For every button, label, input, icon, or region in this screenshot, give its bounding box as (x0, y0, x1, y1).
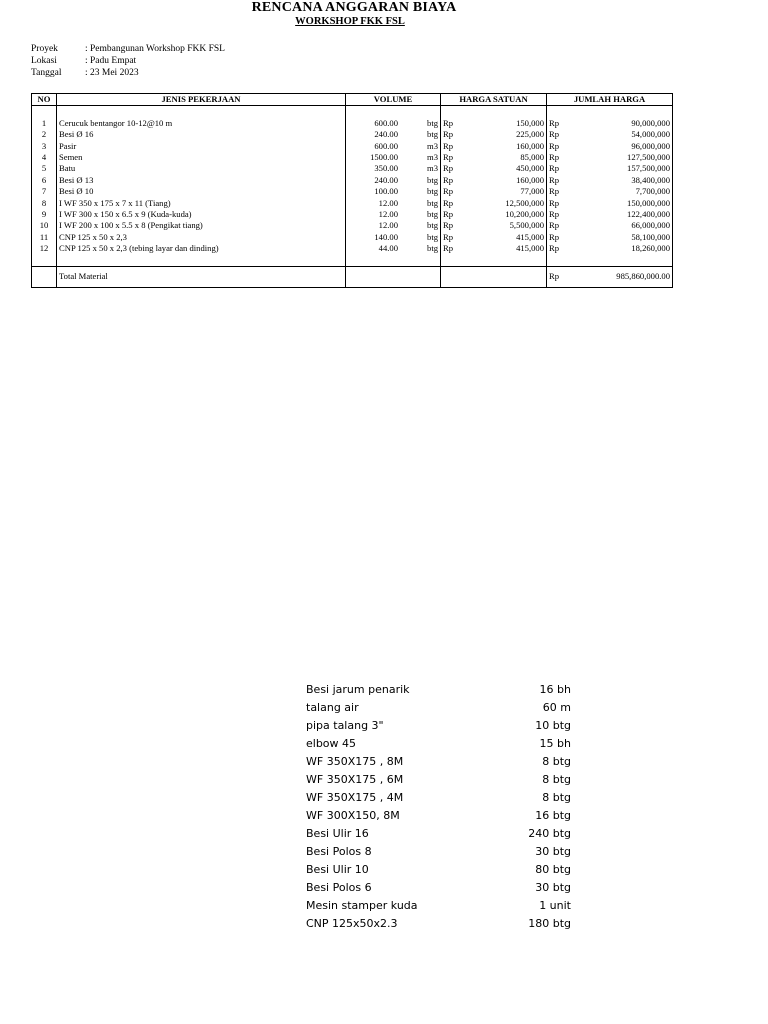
price-value: 225,000 (516, 129, 544, 140)
material-name: Besi jarum penarik (306, 683, 410, 696)
total-price-value: 150,000,000 (627, 197, 670, 208)
row-no: 10 (32, 220, 57, 231)
total-price-value: 54,000,000 (631, 129, 670, 140)
row-no: 11 (32, 232, 57, 243)
table-row (32, 209, 673, 220)
price-currency: Rp (443, 174, 454, 185)
material-name: WF 350X175 , 8M (306, 755, 404, 768)
material-name: talang air (306, 701, 359, 714)
material-name: Besi Ulir 16 (306, 827, 369, 840)
total-currency: Rp (549, 231, 560, 242)
meta-value: : Padu Empat (85, 56, 137, 66)
document-subtitle: WORKSHOP FKK FSL (295, 16, 405, 27)
total-currency: Rp (549, 174, 560, 185)
row-no: 2 (32, 129, 57, 140)
list-item (306, 789, 571, 807)
header-jumlah-harga: JUMLAH HARGA (547, 94, 673, 106)
row-total-price (547, 220, 673, 231)
row-no: 3 (32, 141, 57, 152)
material-name: elbow 45 (306, 737, 357, 750)
total-currency: Rp (549, 209, 560, 220)
total-price-value: 122,400,000 (627, 209, 670, 220)
row-unit-price (441, 232, 547, 243)
volume-value: 12.00 (378, 197, 398, 208)
total-price-value: 96,000,000 (631, 140, 670, 151)
row-unit-price (441, 152, 547, 163)
spacer-row (32, 255, 673, 267)
total-currency: Rp (549, 271, 560, 282)
materials-list (306, 681, 571, 933)
price-value: 415,000 (516, 243, 544, 254)
total-price-value: 127,500,000 (627, 152, 670, 163)
table-row (32, 232, 673, 243)
material-name: WF 300X150, 8M (306, 809, 400, 822)
total-currency: Rp (549, 197, 560, 208)
row-total-price (547, 209, 673, 220)
volume-unit: btg (427, 174, 438, 185)
volume-unit: btg (427, 220, 438, 231)
total-price-value: 38,400,000 (631, 174, 670, 185)
table-row (32, 152, 673, 163)
table-row (32, 220, 673, 231)
volume-value: 1500.00 (370, 152, 398, 163)
volume-unit: m3 (427, 140, 438, 151)
price-currency: Rp (443, 117, 454, 128)
row-volume (346, 152, 441, 163)
material-qty: 80 btg (535, 863, 571, 876)
table-row (32, 141, 673, 152)
material-name: CNP 125x50x2.3 (306, 917, 398, 930)
meta-label: Lokasi (31, 56, 57, 66)
price-currency: Rp (443, 243, 454, 254)
header-harga-satuan: HARGA SATUAN (441, 94, 547, 106)
total-price-value: 58,100,000 (631, 231, 670, 242)
row-unit-price (441, 220, 547, 231)
list-item (306, 717, 571, 735)
row-unit-price (441, 198, 547, 209)
row-total-price (547, 152, 673, 163)
list-item (306, 807, 571, 825)
volume-unit: btg (427, 117, 438, 128)
row-unit-price (441, 186, 547, 197)
price-value: 415,000 (516, 231, 544, 242)
meta-row-proyek (31, 43, 225, 55)
price-value: 160,000 (516, 140, 544, 151)
document-title: RENCANA ANGGARAN BIAYA (251, 0, 457, 15)
list-item (306, 825, 571, 843)
header-volume: VOLUME (346, 94, 441, 106)
meta-label: Tanggal (31, 68, 62, 78)
meta-label: Proyek (31, 44, 58, 54)
total-currency: Rp (549, 129, 560, 140)
total-currency: Rp (549, 186, 560, 197)
volume-unit: m3 (427, 163, 438, 174)
row-volume (346, 141, 441, 152)
row-volume (346, 243, 441, 254)
row-item: Pasir (57, 141, 346, 152)
total-currency: Rp (549, 243, 560, 254)
row-volume (346, 220, 441, 231)
price-currency: Rp (443, 129, 454, 140)
budget-table (31, 93, 673, 288)
price-value: 150,000 (516, 117, 544, 128)
material-qty: 16 bh (539, 683, 571, 696)
table-row (32, 175, 673, 186)
row-no: 8 (32, 198, 57, 209)
price-value: 85,000 (520, 152, 544, 163)
list-item (306, 879, 571, 897)
row-total-price (547, 129, 673, 140)
row-item: Besi Ø 13 (57, 175, 346, 186)
material-name: Besi Polos 8 (306, 845, 372, 858)
total-currency: Rp (549, 220, 560, 231)
row-volume (346, 163, 441, 174)
row-item: I WF 200 x 100 x 5.5 x 8 (Pengikat tiang) (57, 220, 346, 231)
list-item (306, 735, 571, 753)
row-volume (346, 198, 441, 209)
material-qty: 30 btg (535, 845, 571, 858)
price-value: 12,500,000 (505, 197, 544, 208)
material-name: Mesin stamper kuda (306, 899, 418, 912)
row-no: 4 (32, 152, 57, 163)
material-qty: 180 btg (528, 917, 571, 930)
total-currency: Rp (549, 117, 560, 128)
table-row (32, 163, 673, 174)
row-volume (346, 118, 441, 129)
row-total-price (547, 175, 673, 186)
volume-value: 350.00 (374, 163, 398, 174)
volume-value: 12.00 (378, 220, 398, 231)
row-no: 1 (32, 118, 57, 129)
table-body (32, 106, 673, 255)
row-item: Cerucuk bentangor 10-12@10 m (57, 118, 346, 129)
header-jenis-pekerjaan: JENIS PEKERJAAN (57, 94, 346, 106)
material-name: pipa talang 3" (306, 719, 384, 732)
volume-unit: btg (427, 243, 438, 254)
material-name: Besi Ulir 10 (306, 863, 369, 876)
row-item: CNP 125 x 50 x 2,3 (57, 232, 346, 243)
row-unit-price (441, 163, 547, 174)
material-qty: 8 btg (542, 791, 571, 804)
volume-unit: btg (427, 197, 438, 208)
row-total-price (547, 243, 673, 254)
material-name: Besi Polos 6 (306, 881, 372, 894)
row-total-price (547, 186, 673, 197)
row-volume (346, 232, 441, 243)
price-value: 450,000 (516, 163, 544, 174)
table-row (32, 186, 673, 197)
price-currency: Rp (443, 231, 454, 242)
row-unit-price (441, 129, 547, 140)
total-currency: Rp (549, 163, 560, 174)
price-currency: Rp (443, 140, 454, 151)
row-volume (346, 209, 441, 220)
list-item (306, 771, 571, 789)
table-row (32, 129, 673, 140)
total-row (32, 267, 673, 288)
row-total-price (547, 198, 673, 209)
price-currency: Rp (443, 152, 454, 163)
volume-value: 12.00 (378, 209, 398, 220)
volume-unit: btg (427, 209, 438, 220)
material-qty: 30 btg (535, 881, 571, 894)
project-meta (31, 43, 225, 79)
volume-unit: btg (427, 129, 438, 140)
price-value: 160,000 (516, 174, 544, 185)
row-item: Besi Ø 16 (57, 129, 346, 140)
total-value: 985,860,000.00 (616, 271, 670, 282)
table-row (32, 118, 673, 129)
row-no: 5 (32, 163, 57, 174)
row-unit-price (441, 141, 547, 152)
row-item: Batu (57, 163, 346, 174)
list-item (306, 753, 571, 771)
row-no: 9 (32, 209, 57, 220)
material-name: WF 350X175 , 4M (306, 791, 404, 804)
list-item (306, 843, 571, 861)
header-no: NO (32, 94, 57, 106)
material-qty: 8 btg (542, 773, 571, 786)
row-no: 7 (32, 186, 57, 197)
material-qty: 10 btg (535, 719, 571, 732)
volume-value: 600.00 (374, 140, 398, 151)
spacer-row (32, 106, 673, 118)
volume-unit: btg (427, 231, 438, 242)
row-no: 6 (32, 175, 57, 186)
material-qty: 8 btg (542, 755, 571, 768)
material-qty: 16 btg (535, 809, 571, 822)
row-item: I WF 350 x 175 x 7 x 11 (Tiang) (57, 198, 346, 209)
table-row (32, 198, 673, 209)
material-qty: 60 m (542, 701, 571, 714)
material-qty: 15 bh (539, 737, 571, 750)
material-qty: 240 btg (528, 827, 571, 840)
row-total-price (547, 163, 673, 174)
volume-value: 140.00 (374, 231, 398, 242)
row-unit-price (441, 243, 547, 254)
meta-value: : Pembangunan Workshop FKK FSL (85, 44, 225, 54)
row-volume (346, 129, 441, 140)
meta-row-lokasi (31, 55, 225, 67)
volume-value: 600.00 (374, 117, 398, 128)
meta-value: : 23 Mei 2023 (85, 68, 139, 78)
row-no: 12 (32, 243, 57, 254)
total-price-value: 66,000,000 (631, 220, 670, 231)
row-unit-price (441, 175, 547, 186)
volume-value: 44.00 (378, 243, 398, 254)
total-price-value: 157,500,000 (627, 163, 670, 174)
price-value: 5,500,000 (509, 220, 544, 231)
row-unit-price (441, 118, 547, 129)
list-item (306, 681, 571, 699)
material-qty: 1 unit (539, 899, 571, 912)
list-item (306, 861, 571, 879)
total-price-value: 18,260,000 (631, 243, 670, 254)
row-total-price (547, 232, 673, 243)
price-currency: Rp (443, 163, 454, 174)
total-label: Total Material (57, 267, 346, 288)
row-total-price (547, 141, 673, 152)
price-value: 10,200,000 (505, 209, 544, 220)
meta-row-tanggal (31, 67, 225, 79)
price-currency: Rp (443, 186, 454, 197)
volume-value: 100.00 (374, 186, 398, 197)
row-volume (346, 186, 441, 197)
volume-value: 240.00 (374, 174, 398, 185)
row-item: Besi Ø 10 (57, 186, 346, 197)
price-currency: Rp (443, 209, 454, 220)
volume-value: 240.00 (374, 129, 398, 140)
row-unit-price (441, 209, 547, 220)
table-header-row (32, 94, 673, 106)
list-item (306, 699, 571, 717)
price-currency: Rp (443, 197, 454, 208)
list-item (306, 897, 571, 915)
total-currency: Rp (549, 152, 560, 163)
total-currency: Rp (549, 140, 560, 151)
total-price-value: 90,000,000 (631, 117, 670, 128)
volume-unit: btg (427, 186, 438, 197)
total-price-value: 7,700,000 (635, 186, 670, 197)
table-row (32, 243, 673, 254)
list-item (306, 915, 571, 933)
row-volume (346, 175, 441, 186)
row-item: Semen (57, 152, 346, 163)
row-item: CNP 125 x 50 x 2,3 (tebing layar dan dinding) (57, 243, 346, 254)
price-currency: Rp (443, 220, 454, 231)
price-value: 77,000 (520, 186, 544, 197)
row-item: I WF 300 x 150 x 6.5 x 9 (Kuda-kuda) (57, 209, 346, 220)
material-name: WF 350X175 , 6M (306, 773, 404, 786)
row-total-price (547, 118, 673, 129)
volume-unit: m3 (427, 152, 438, 163)
